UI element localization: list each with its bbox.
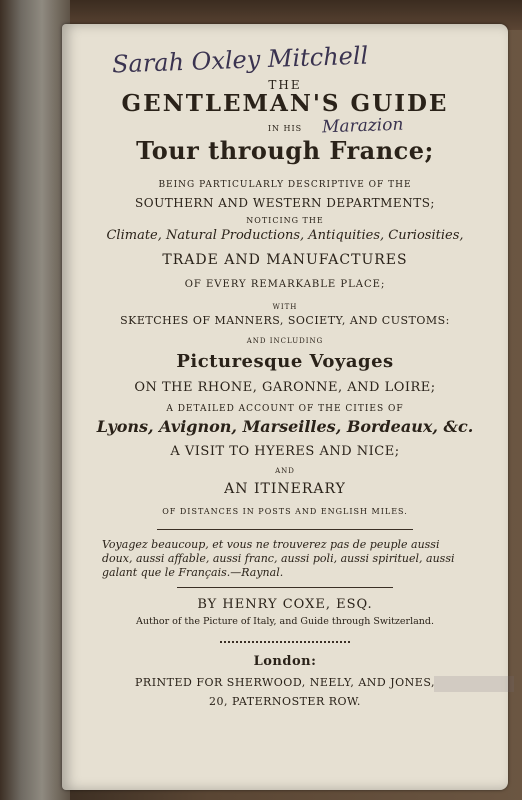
author-credit: Author of the Picture of Italy, and Guide through Switzerland.: [135, 616, 435, 627]
author-name: BY HENRY COXE, ESQ.: [197, 597, 373, 612]
title-page: [62, 24, 508, 790]
divider-bottom: [177, 587, 393, 588]
title-in-his: IN HIS: [267, 124, 303, 133]
title-the: THE: [268, 78, 302, 92]
line-trade: TRADE AND MANUFACTURES: [162, 252, 408, 268]
line-climate: Climate, Natural Productions, Antiquities, Curiosities,: [106, 228, 464, 243]
line-noticing: NOTICING THE: [246, 216, 324, 225]
line-cities-account: A DETAILED ACCOUNT OF THE CITIES OF: [166, 404, 404, 414]
imprint-printer: PRINTED FOR SHERWOOD, NEELY, AND JONES,: [135, 676, 435, 689]
line-cities: Lyons, Avignon, Marseilles, Bordeaux, &c.: [96, 417, 474, 436]
line-voyages: Picturesque Voyages: [176, 351, 394, 372]
epigraph-quote: Voyagez beaucoup, et vous ne trouverez pas de peuple aussi doux, aussi affable, aussi franc, aussi poli, aussi spirituel, aussi galant que le Français.—Raynal.: [102, 538, 455, 579]
imprint-address: 20, PATERNOSTER ROW.: [209, 695, 361, 708]
line-and: AND: [275, 467, 295, 475]
line-including: AND INCLUDING: [246, 337, 324, 345]
line-particularly: BEING PARTICULARLY DESCRIPTIVE OF THE: [158, 180, 412, 190]
line-sketches: SKETCHES OF MANNERS, SOCIETY, AND CUSTOMS:: [120, 314, 450, 327]
line-with: WITH: [272, 303, 298, 311]
divider-top: [157, 529, 413, 530]
line-distances: OF DISTANCES IN POSTS AND ENGLISH MILES.: [162, 507, 408, 516]
line-itinerary: AN ITINERARY: [224, 481, 346, 497]
handwritten-annotation: Marazion: [321, 114, 404, 138]
line-remarkable: OF EVERY REMARKABLE PLACE;: [184, 279, 386, 290]
book-cover-edge: [0, 0, 70, 800]
line-departments: SOUTHERN AND WESTERN DEPARTMENTS;: [135, 196, 435, 210]
handwritten-signature: Sarah Oxley Mitchell: [111, 41, 369, 79]
line-hyeres: A VISIT TO HYERES AND NICE;: [170, 444, 400, 459]
title-tour: Tour through France;: [136, 136, 434, 165]
ornament-divider: [220, 641, 350, 643]
title-main: GENTLEMAN'S GUIDE: [121, 90, 449, 117]
line-rivers: ON THE RHONE, GARONNE, AND LOIRE;: [134, 380, 436, 395]
imprint-city: London:: [253, 654, 317, 669]
